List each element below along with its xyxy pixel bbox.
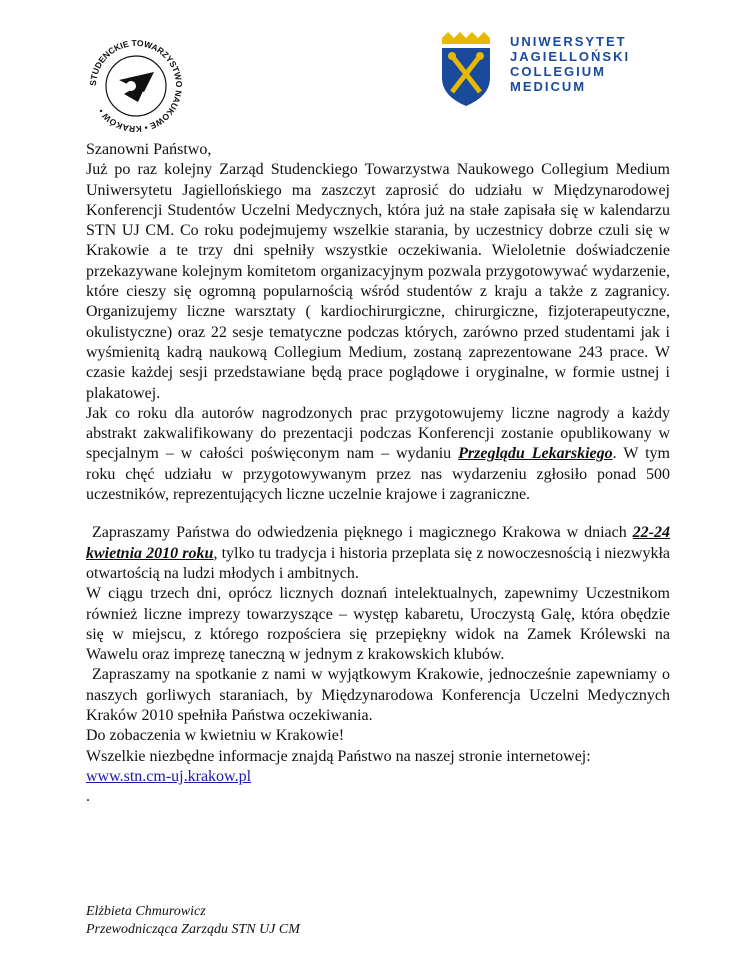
stn-ring-text: STUDENCKIE TOWARZYSTWO NAUKOWE • KRAKÓW • <box>87 37 185 135</box>
paragraph-4: W ciągu trzech dni, oprócz licznych doznań intelektualnych, zapewnimy Uczestnikom również liczne imprezy towarzyszące – występ kabaretu, Uroczystą Galę, która obędzie się w miejscu, z którego rozpościera się przepiękny widok na Zamek Królewski na Wawelu oraz imprezę taneczną w jednym z krakowskich klubów. <box>86 585 670 664</box>
paragraph-6: Do zobaczenia w kwietniu w Krakowie! <box>86 727 345 745</box>
journal-name: Przeglądu Lekarskiego <box>458 445 613 463</box>
uj-line-3: COLLEGIUM <box>510 64 606 79</box>
signature <box>86 903 300 939</box>
paragraph-5: Zapraszamy na spotkanie z nami w wyjątkowym Krakowie, jednocześnie zapewniamy o naszych gorliwych staraniach, by Międzynarodowa Konferencja Uczelni Medycznych Kraków 2010 spełniła Państwa oczekiwania. <box>86 666 670 725</box>
uj-line-1: UNIWERSYTET <box>510 34 627 49</box>
trailing-dot: . <box>86 788 90 806</box>
signature-name: Elżbieta Chmurowicz <box>86 904 206 919</box>
paragraph-3 <box>86 523 670 584</box>
paragraph-7: Wszelkie niezbędne informacje znajdą Państwo na naszej stronie internetowej: <box>86 747 591 765</box>
uj-wordmark <box>510 34 630 94</box>
paragraph-2 <box>86 404 670 505</box>
letter-body <box>86 140 670 817</box>
paragraph-3-a: Zapraszamy Państwa do odwiedzenia pięknego i magicznego Krakowa w dniach <box>92 524 633 542</box>
stn-logo-icon <box>86 36 186 136</box>
paragraph-2-b: . W tym roku chęć udziału w przygotowywanym przez nas wydarzeniu zgłosiło ponad 500 uczestników, reprezentujących liczne uczelnie krajowe i zagraniczne. <box>86 445 670 504</box>
greeting: Szanowni Państwo, <box>86 141 212 158</box>
paragraph-1: Już po raz kolejny Zarząd Studenckiego Towarzystwa Naukowego Collegium Medium Uniwersytetu Jagiellońskiego ma zaszczyt zaprosić do udziału w Międzynarodowej Konferencji Studentów Uczelni Medycznych, która już na stałe zapisała się w kalendarzu STN UJ CM. Co roku podejmujemy wszelkie starania, by uczestnicy dobrze czuli się w Krakowie a te trzy dni spełniły wszystkie oczekiwania. Wieloletnie doświadczenie przekazywane kolejnym komitetom organizacyjnym pozwala przygotowywać wydarzenie, które cieszy się ogromną popularnością wśród studentów z kraju a także z zagranicy. Organizujemy liczne warsztaty ( kardiochirurgiczne, chirurgiczne, fizjoterapeutyczne, okulistyczne) oraz 22 sesje tematyczne podczas których, zarówno przed studentami jak i wyśmienitą kadrą naukową Collegium Medium, zostaną zaprezentowane 243 prace. W czasie każdej sesji przedstawiane będą prace poglądowe i oryginalne, w formie ustnej i plakatowej. <box>86 161 670 402</box>
uj-line-4: MEDICUM <box>510 79 587 94</box>
website-link[interactable]: www.stn.cm-uj.krakow.pl <box>86 767 252 785</box>
uj-line-2: JAGIELLOŃSKI <box>510 49 631 64</box>
signature-role: Przewodnicząca Zarządu STN UJ CM <box>86 922 300 937</box>
paragraph-3-b: , tylko tu tradycja i historia przeplata się z nowoczesnością i niezwykła otwartością na ludzi młodych i ambitnych. <box>86 544 671 582</box>
paragraph-2-a: Jak co roku dla autorów nagrodzonych prac przygotowujemy liczne nagrody a każdy abstrakt zakwalifikowany do prezentacji podczas Konferencji zostanie opublikowany w specjalnym – w całości poświęconym nam – wydaniu <box>86 404 670 463</box>
conference-dates: 22-24 kwietnia 2010 roku <box>86 524 670 562</box>
